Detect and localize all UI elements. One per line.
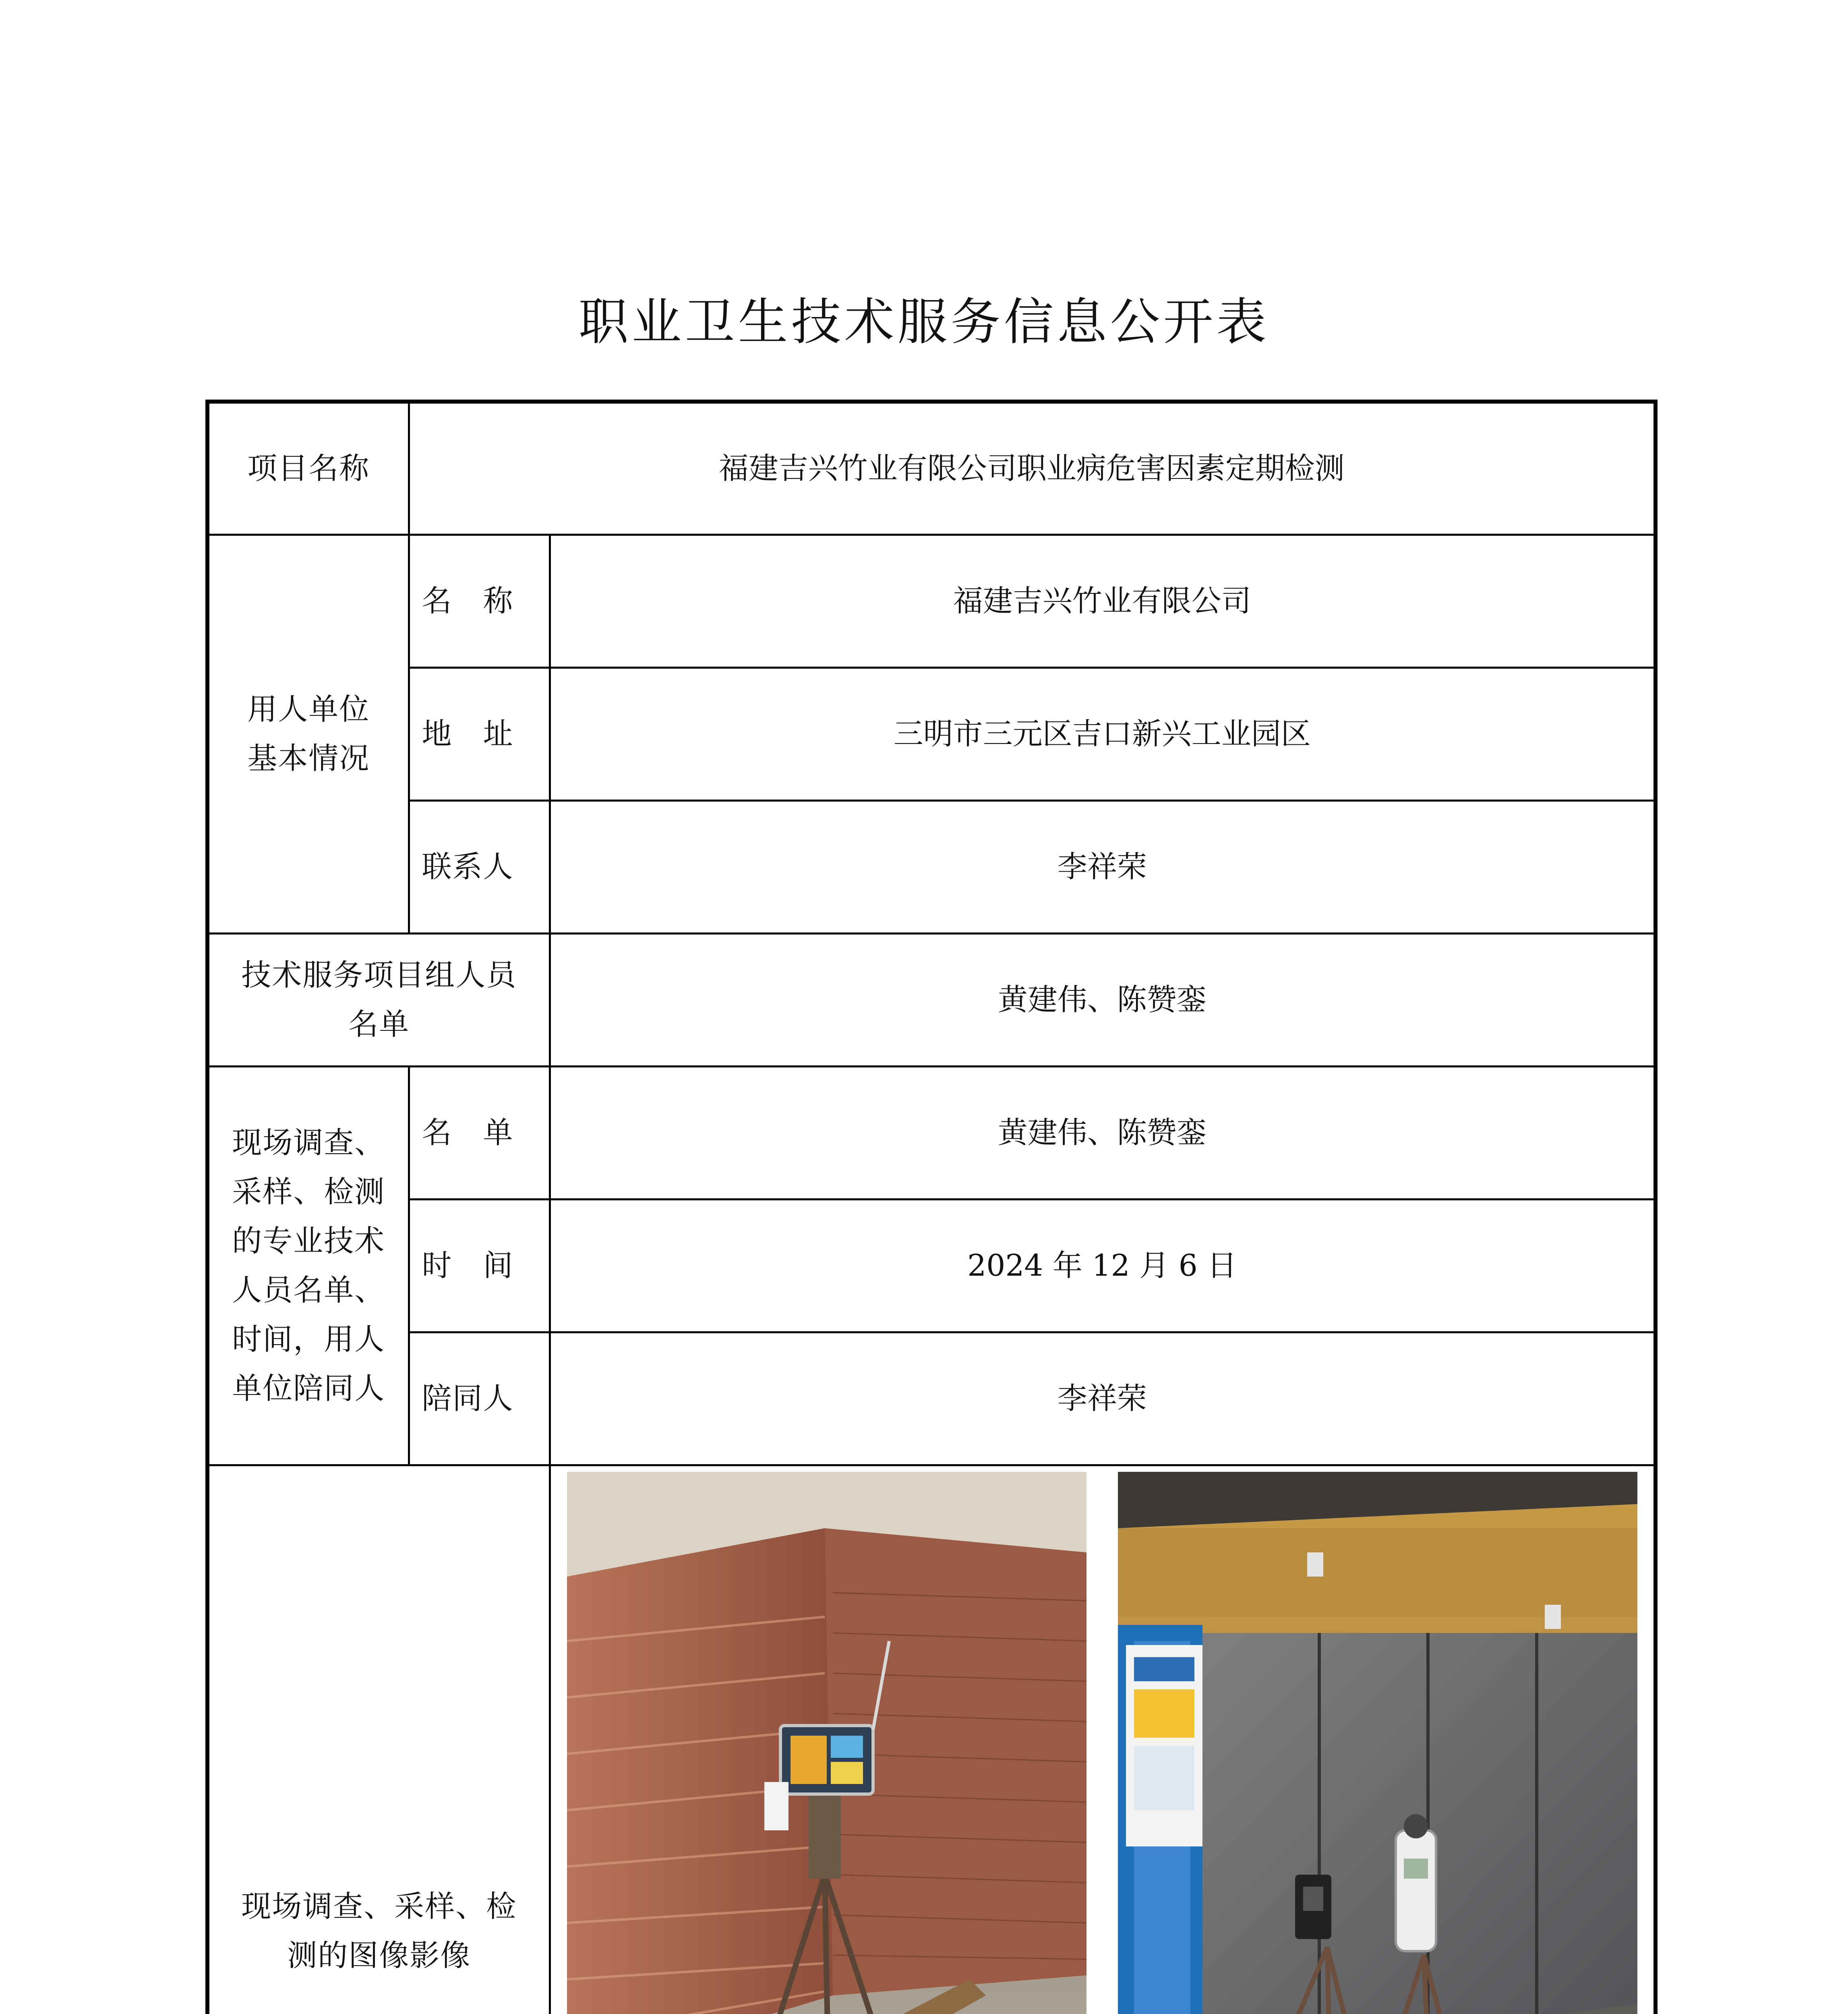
sampling-tripod-brick-wall-photo [567, 1472, 1086, 2014]
project-name-label: 项目名称 [207, 402, 409, 535]
employer-name-label: 名 称 [409, 535, 550, 667]
images-label-line2: 测的图像影像 [287, 1938, 471, 1973]
images-cell [550, 1465, 1656, 2014]
employer-address-value: 三明市三元区吉口新兴工业园区 [550, 667, 1656, 800]
survey-group-label-line: 的专业技术 [232, 1224, 385, 1258]
survey-group-label-line: 单位陪同人 [232, 1371, 385, 1406]
survey-list-value: 黄建伟、陈赞銮 [550, 1066, 1656, 1199]
team-label-line2: 名单 [348, 1007, 410, 1042]
survey-list-label: 名 单 [409, 1066, 550, 1199]
survey-time-value: 2024 年 12 月 6 日 [550, 1199, 1656, 1332]
employer-contact-label: 联系人 [409, 800, 550, 933]
noise-meter-tripods-steel-doors-photo [1118, 1472, 1637, 2014]
employer-address-label: 地 址 [409, 667, 550, 800]
survey-escort-value: 李祥荣 [550, 1332, 1656, 1465]
employer-name-value: 福建吉兴竹业有限公司 [550, 535, 1656, 667]
employer-group-label [207, 535, 409, 933]
survey-group-label-line: 人员名单、 [232, 1273, 385, 1307]
project-name-value: 福建吉兴竹业有限公司职业病危害因素定期检测 [409, 402, 1656, 535]
survey-group-label-line: 时间，用人 [232, 1322, 385, 1357]
survey-time-label: 时 间 [409, 1199, 550, 1332]
survey-group-label-line: 采样、检测 [232, 1175, 385, 1209]
team-label [207, 933, 550, 1066]
team-label-line1: 技术服务项目组人员 [241, 958, 517, 992]
page-title: 职业卫生技术服务信息公开表 [578, 293, 1270, 351]
survey-escort-label: 陪同人 [409, 1332, 550, 1465]
images-label-line1: 现场调查、采样、检 [241, 1889, 517, 1924]
employer-contact-value: 李祥荣 [550, 800, 1656, 933]
employer-group-label-line2: 基本情况 [247, 741, 370, 776]
images-label [207, 1465, 550, 2014]
team-value: 黄建伟、陈赞銮 [550, 933, 1656, 1066]
employer-group-label-line1: 用人单位 [247, 692, 370, 727]
survey-group-label-line: 现场调查、 [232, 1125, 385, 1160]
info-table [205, 400, 1658, 2014]
survey-group-label [207, 1066, 409, 1465]
photo-row [567, 1472, 1638, 2014]
